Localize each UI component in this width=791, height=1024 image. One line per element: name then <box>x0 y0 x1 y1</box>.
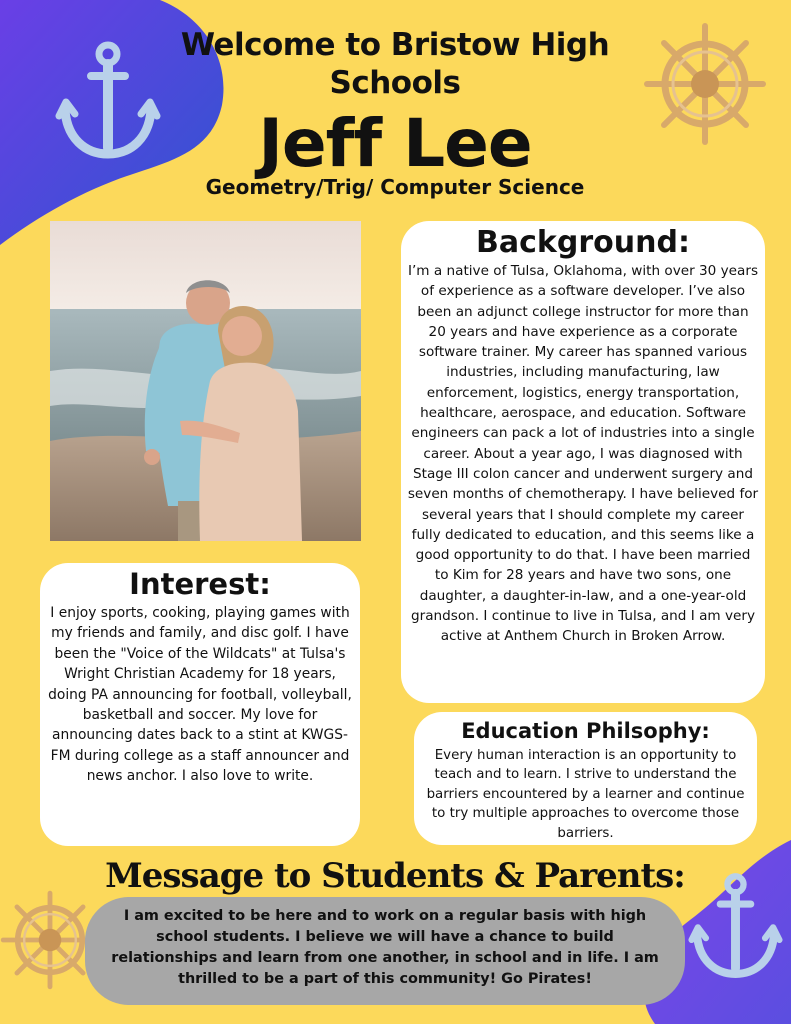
message-text: I am excited to be here and to work on a regular basis with high school students. I believe we will have a chance to build relationships and learn from one another, in school and in life. I am thrilled to be a part of this community! Go Pirates! <box>111 908 659 987</box>
welcome-heading: Welcome to Bristow High Schools <box>180 27 610 101</box>
background-title: Background: <box>476 225 690 260</box>
subjects-subtitle: Geometry/Trig/ Computer Science <box>205 175 585 199</box>
interest-card <box>40 563 360 846</box>
interest-text: I enjoy sports, cooking, playing games with my friends and family, and disc golf. I have been the "Voice of the Wildcats" at Tulsa's Wright Christian Academy for 18 years, doing PA announcing for football, volleyball, basketball and soccer. My love for announcing dates back to a stint at KWGS-FM during college as a staff announcer and news anchor. I also love to write. <box>48 605 352 785</box>
background-text: I’m a native of Tulsa, Oklahoma, with over 30 years of experience as a software developer. I’ve also been an adjunct college instructor for more than 20 years and have experience as a corporate software trainer. My career has spanned various industries, including manufacturing, law enforcement, logistics, energy transportation, healthcare, aerospace, and education. Software engineers can pack a lot of industries into a single career. About a year ago, I was diagnosed with Stage III colon cancer and underwent surgery and seven months of chemotherapy. I have believed for several years that I should complete my career fully dedicated to education, and this seems like a good opportunity to do that. I have been married to Kim for 28 years and have two sons, one daughter, a daughter-in-law, and a one-year-old grandson. I continue to live in Tulsa, and I am very active at Anthem Church in Broken Arrow. <box>407 263 759 645</box>
message-title: Message to Students & Parents: <box>105 856 685 896</box>
anchor-icon <box>55 38 161 163</box>
teacher-name: Jeff Lee <box>258 105 532 182</box>
education-title: Education Philsophy: <box>461 719 710 743</box>
ship-wheel-icon <box>643 22 767 146</box>
teacher-photo <box>50 221 361 541</box>
anchor-icon <box>688 870 783 982</box>
message-box <box>85 897 685 1005</box>
education-text: Every human interaction is an opportunity to teach and to learn. I strive to understand the barriers encountered by a learner and continue to try multiple approaches to overcome those barriers. <box>426 748 745 841</box>
education-card <box>414 712 757 845</box>
interest-title: Interest: <box>129 567 271 601</box>
background-card <box>401 221 765 703</box>
